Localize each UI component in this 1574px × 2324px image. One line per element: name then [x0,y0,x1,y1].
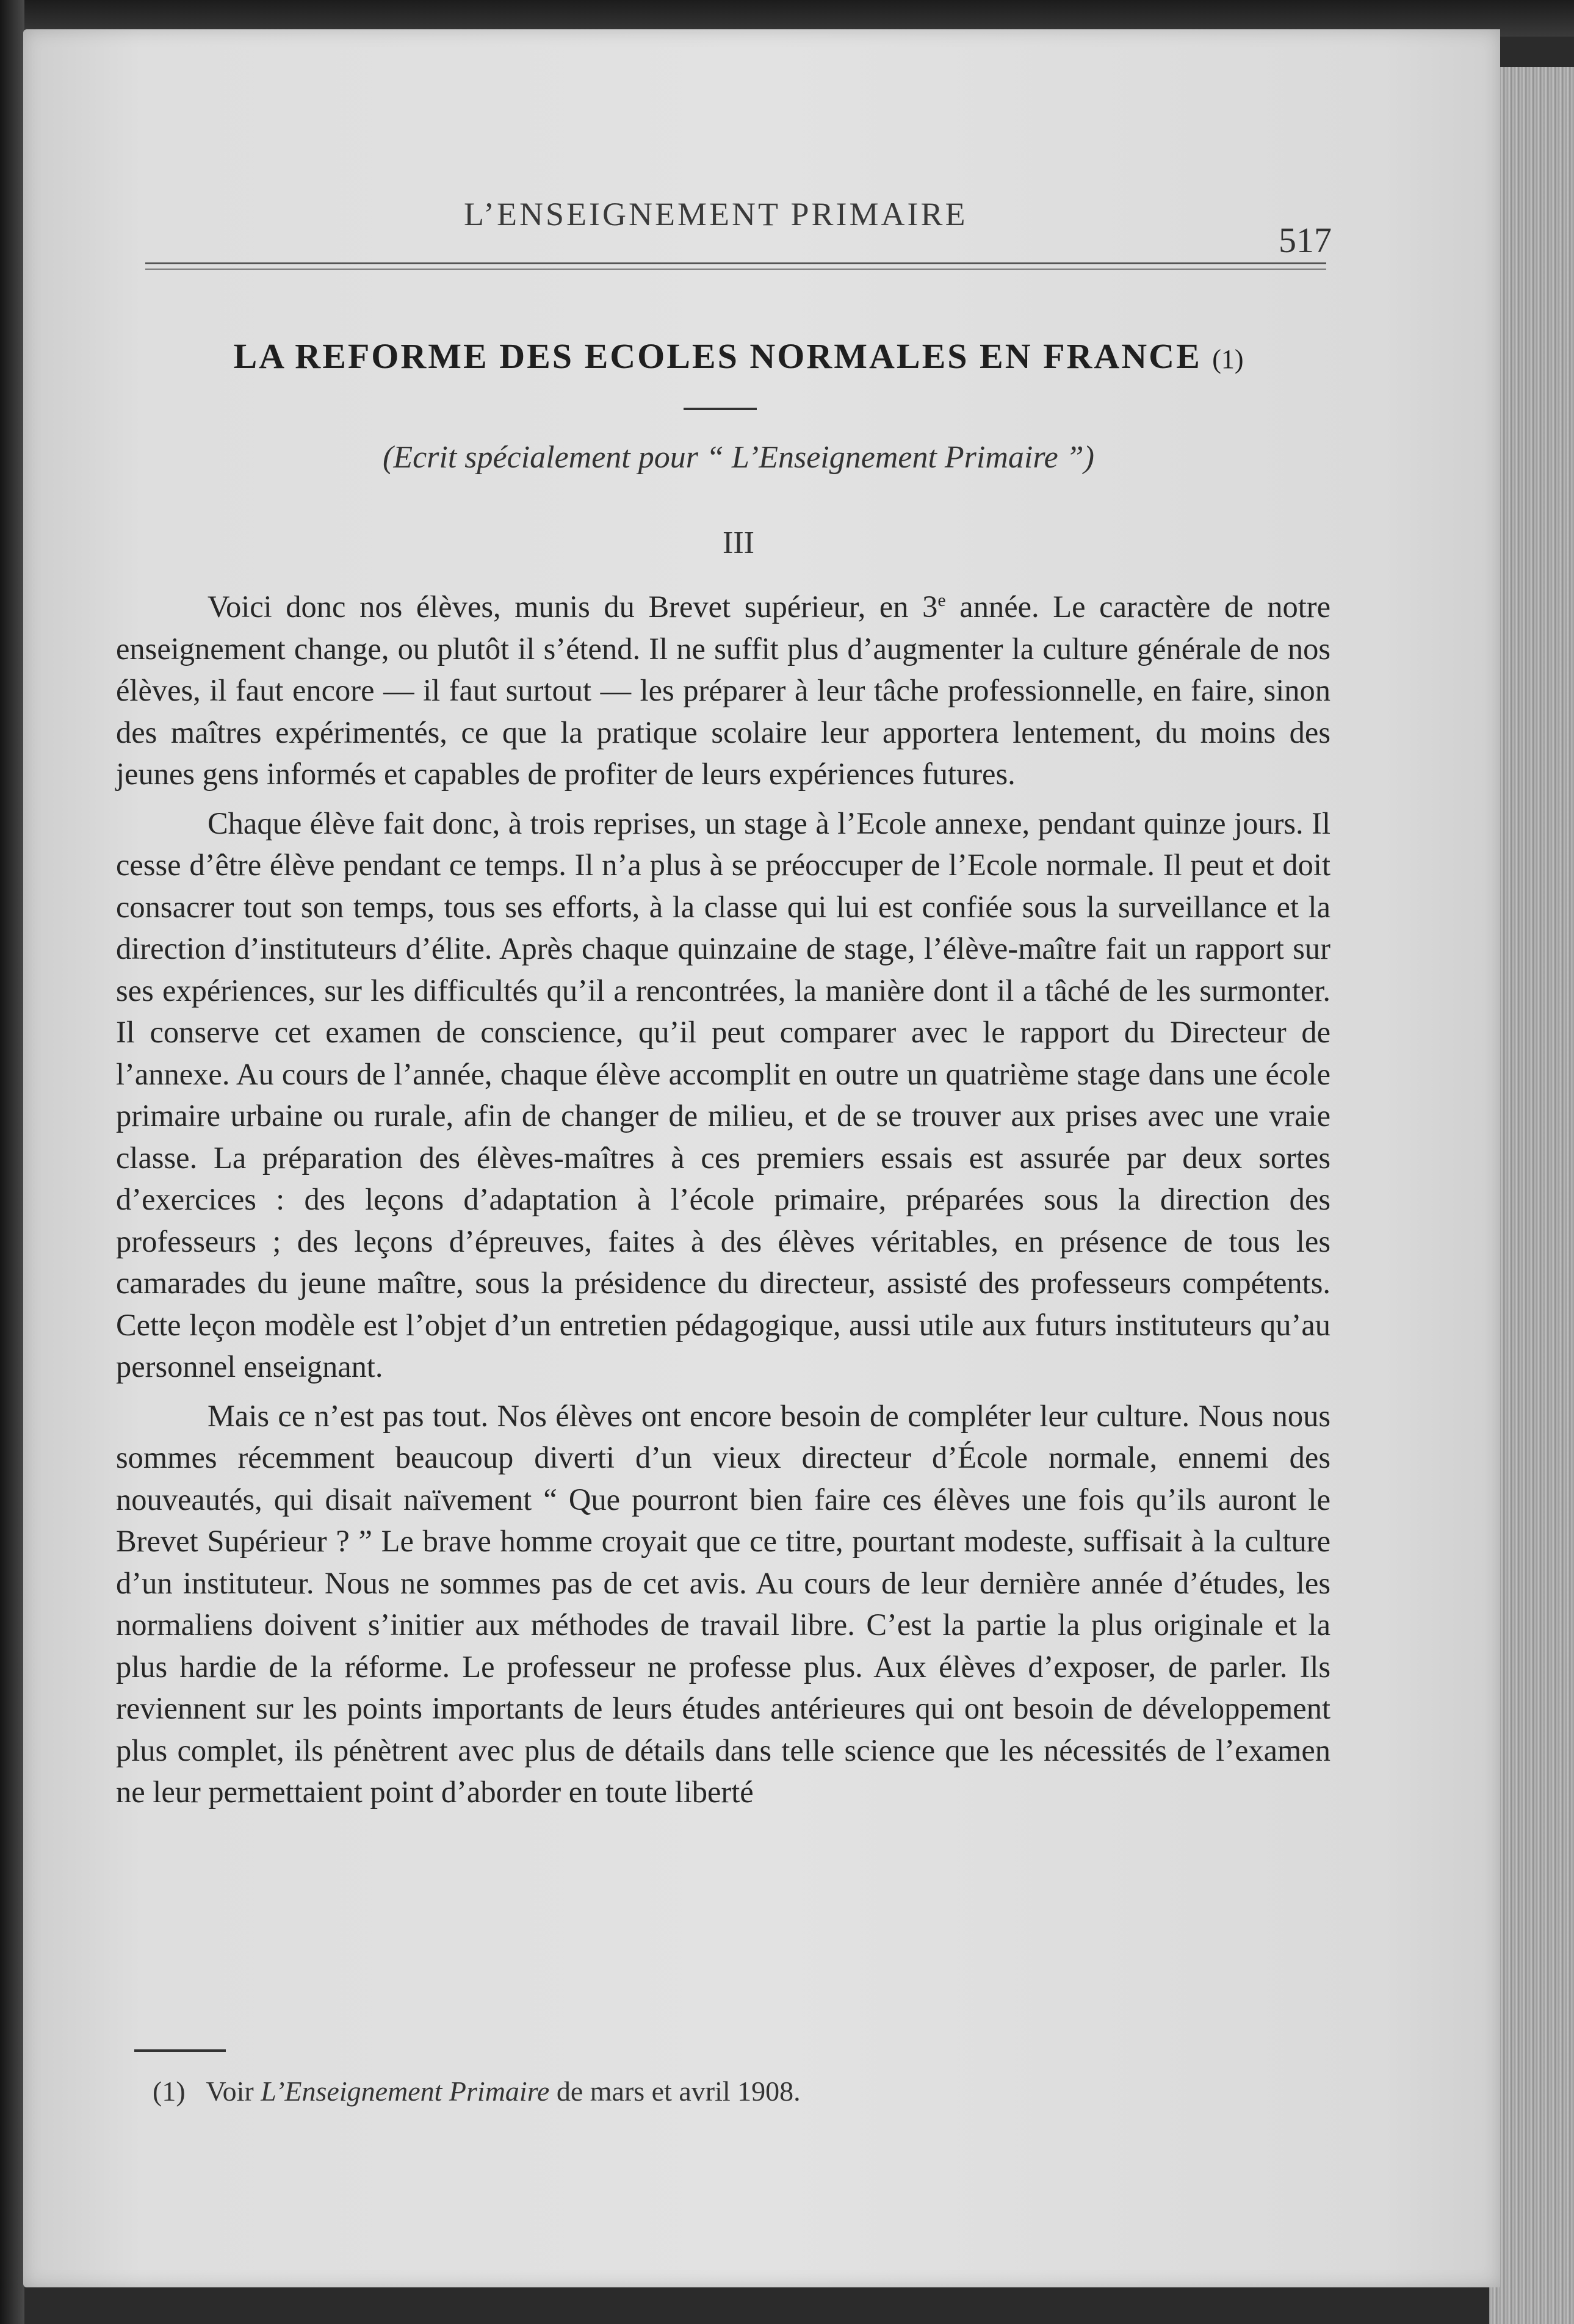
ordinal-superscript: e [937,590,946,611]
footnote-marker: (1) [153,2076,186,2107]
section-number: III [723,525,754,560]
paragraph-1 [116,586,1330,795]
title-footnote-ref: (1) [1212,344,1244,374]
footnote [153,2075,801,2107]
running-head: L’ENSEIGNEMENT PRIMAIRE [464,196,968,233]
article-title [146,336,1330,377]
paragraph-2: Chaque élève fait donc, à trois reprises, un stage à l’Ecole annexe, pendant quinze jours. Il cesse d’être élève pendant ce temps. Il n’a plus à se préoccuper de l’Ecole normale. Il peut et doit consacrer tout son temps, tous ses efforts, à la classe qui lui est confiée sous la surveillance et la direction d’instituteurs d’élite. Après chaque quinzaine de stage, l’élève-maître fait un rapport sur ses expériences, sur les difficultés qu’il a rencontrées, la manière dont il a tâché de les surmonter. Il conserve cet examen de conscience, qu’il peut comparer avec le rapport du Directeur de l’annexe. Au cours de l’année, chaque élève accomplit en outre un quatrième stage dans une école primaire urbaine ou rurale, afin de changer de milieu, et de se trouver aux prises avec une vraie classe. La préparation des élèves-maîtres à ces premiers essais est assurée par deux sortes d’exercices : des leçons d’adaptation à l’école primaire, préparées sous la direction des professeurs ; des leçons d’épreuves, faites à des élèves véritables, en présence de tous les camarades du jeune maître, sous la présidence du directeur, assisté des professeurs compétents. Cette leçon modèle est l’objet d’un entretien pédagogique, aussi utile aux futurs instituteurs qu’au personnel enseignant. [116,806,1330,1384]
footnote-rule [134,2049,226,2052]
page-number: 517 [1279,220,1332,260]
paragraph-1-rest: année. Le caractère de notre enseignement change, ou plutôt il s’étend. Il ne suffit plus d’augmenter la culture générale de nos élèves, il faut encore — il faut surtout — les préparer à leur tâche professionnelle, en faire, sinon des maîtres expérimentés, ce que la pratique scolaire leur apportera lentement, du moins des jeunes gens informés et capables de profiter de leurs expériences futures. [116,590,1330,791]
article-body [116,586,1330,1813]
book-page-edges [1489,67,1574,2324]
article-subtitle: (Ecrit spécialement pour “ L’Enseignement Primaire ”) [383,440,1094,475]
footnote-publication-title: L’Enseignement Primaire [261,2076,550,2107]
paragraph-1-start: Voici donc nos élèves, munis du Brevet supérieur, en 3 [208,590,938,624]
header-rule [145,262,1326,264]
footnote-text-after: de mars et avril 1908. [549,2076,801,2107]
scan-border-left [0,0,24,2324]
paragraph-3: Mais ce n’est pas tout. Nos élèves ont encore besoin de compléter leur culture. Nous nous sommes récemment beaucoup diverti d’un vieux directeur d’École normale, ennemi des nouveautés, qui disait naïvement “ Que pourront bien faire ces élèves une fois qu’ils auront le Brevet Supérieur ? ” Le brave homme croyait que ce titre, pourtant modeste, suffisait à la culture d’un instituteur. Nous ne sommes pas de cet avis. Au cours de leur dernière année d’études, les normaliens doivent s’initier aux méthodes de travail libre. C’est la partie la plus originale et la plus hardie de la réforme. Le professeur ne professe plus. Aux élèves d’exposer, de parler. Ils reviennent sur les points importants de leurs études antérieures qui ont besoin de développement plus complet, ils pénètrent avec plus de détails dans telle science que les nécessités de l’examen ne leur permettaient point d’aborder en toute liberté [116,1398,1330,1809]
footnote-text-before: Voir [206,2076,261,2107]
header-rule-secondary [145,269,1326,270]
title-divider [684,408,757,410]
article-title-text: LA REFORME DES ECOLES NORMALES EN FRANCE [233,336,1202,376]
